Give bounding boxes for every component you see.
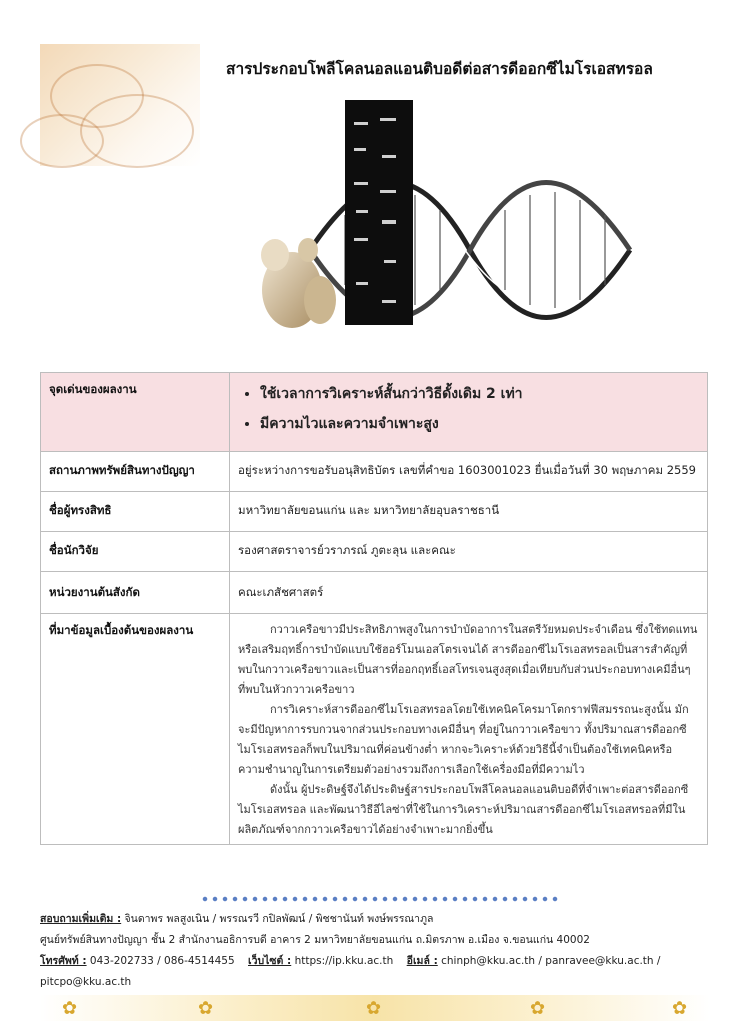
email-link[interactable]: chinph@kku.ac.th / panravee@kku.ac.th / pitcpo@kku.ac.th: [40, 955, 661, 988]
website-label: เว็บไซต์ :: [248, 955, 292, 967]
researcher-label: ชื่อนักวิจัย: [41, 532, 230, 572]
row-highlights: [41, 373, 708, 452]
flower-ornament-icon: ✿: [530, 998, 546, 1019]
contact-label: สอบถามเพิ่มเติม :: [40, 913, 122, 925]
highlights-cell: [230, 373, 708, 452]
flower-ornament-icon: ✿: [62, 998, 78, 1019]
contact-line: [40, 909, 710, 930]
row-affiliation: [41, 572, 708, 614]
row-owner: [41, 492, 708, 532]
phone-label: โทรศัพท์ :: [40, 955, 87, 967]
highlight-item: • มีความไวและความจำเพาะสูง: [260, 413, 699, 435]
row-ip-status: [41, 452, 708, 492]
highlights-label: จุดเด่นของผลงาน: [41, 373, 230, 452]
ip-status-label: สถานภาพทรัพย์สินทางปัญญา: [41, 452, 230, 492]
background-label: ที่มาข้อมูลเบื้องต้นของผลงาน: [41, 614, 230, 845]
dotted-divider: [200, 895, 560, 903]
affiliation-value: คณะเภสัชศาสตร์: [230, 572, 708, 614]
page-title: สารประกอบโพลีโคลนอลแอนติบอดีต่อสารดีออกซีไมโรเอสทรอล: [226, 60, 653, 78]
affiliation-label: หน่วยงานต้นสังกัด: [41, 572, 230, 614]
dna-gel-and-pueraria-root: [250, 100, 635, 340]
highlight-item: • ใช้เวลาการวิเคราะห์สั้นกว่าวิธีดั้งเดิม 2 เท่า: [260, 383, 699, 405]
ip-status-value: อยู่ระหว่างการขอรับอนุสิทธิบัตร เลขที่คำขอ 1603001023 ยื่นเมื่อวันที่ 30 พฤษภาคม 2559: [230, 452, 708, 492]
background-paragraph: ดังนั้น ผู้ประดิษฐ์จึงได้ประดิษฐ์สารประกอบโพลีโคลนอลแอนติบอดีที่จำเพาะต่อสารดีออกซีไมโรเอสทรอล และพัฒนาวิธีอีไลซ่าที่ใช้ในการวิเคราะห์ปริมาณสารดีออกซีไมโรเอสทรอลที่มีในผลิตภัณฑ์จากกวาวเครือขาวได้อย่างจำเพาะมากยิ่งขึ้น: [238, 783, 689, 836]
row-background: [41, 614, 708, 845]
contact-names: จินดาพร พลสูงเนิน / พรรณรวี กปิลพัฒน์ / พิชชานันท์ พงษ์พรรณาภูล: [124, 913, 434, 925]
contact-channels: [40, 951, 710, 993]
flower-ornament-icon: ✿: [198, 998, 214, 1019]
researcher-value: รองศาสตราจารย์วราภรณ์ ภูตะลุน และคณะ: [230, 532, 708, 572]
contact-footer: [40, 909, 710, 993]
flower-ornament-icon: ✿: [366, 998, 382, 1019]
website-link[interactable]: https://ip.kku.ac.th: [294, 955, 394, 967]
highlights-list: [238, 383, 699, 435]
phone-value: 043-202733 / 086-4514455: [89, 955, 235, 967]
background-paragraph: กวาวเครือขาวมีประสิทธิภาพสูงในการบำบัดอาการในสตรีวัยหมดประจำเดือน ซึ่งใช้ทดแทนหรือเสริมฤทธิ์การบำบัดแบบใช้ฮอร์โมนเอสโตรเจนได้ สารดีออกซีไมโรเอสทรอลเป็นสารสำคัญที่พบในกวาวเครือขาวและเป็นสารที่ออกฤทธิ์เอสโทรเจนสูงสุดเมื่อเทียบกับส่วนประกอบทางเคมีอื่นๆ ที่พบในหัวกวาวเครือขาว: [238, 623, 698, 696]
owner-label: ชื่อผู้ทรงสิทธิ: [41, 492, 230, 532]
info-table: [40, 372, 708, 845]
address-line: ศูนย์ทรัพย์สินทางปัญญา ชั้น 2 สำนักงานอธิการบดี อาคาร 2 มหาวิทยาลัยขอนแก่น ถ.มิตรภาพ อ.เมือง จ.ขอนแก่น 40002: [40, 934, 590, 946]
flower-ornament-icon: ✿: [672, 998, 688, 1019]
owner-value: มหาวิทยาลัยขอนแก่น และ มหาวิทยาลัยอุบลราชธานี: [230, 492, 708, 532]
email-label: อีเมล์ :: [406, 955, 438, 967]
header-decoration: [40, 44, 200, 166]
row-researcher: [41, 532, 708, 572]
background-cell: [230, 614, 708, 845]
background-paragraph: การวิเคราะห์สารดีออกซีไมโรเอสทรอลโดยใช้เทคนิคโครมาโตกราฟฟีสมรรถนะสูงนั้น มักจะมีปัญหาการรบกวนจากส่วนประกอบทางเคมีอื่นๆ ที่อยู่ในกวาวเครือขาว ทั้งปริมาณสารดีออกซีไมโรเอสทรอลก็พบในปริมาณที่ค่อนข้างต่ำ หากจะวิเคราะห์ด้วยวิธีนี้จำเป็นต้องใช้เทคนิคหรือความชำนาญในการเตรียมตัวอย่างรวมถึงการเลือกใช้เครื่องมือที่มีความไว: [238, 703, 689, 776]
